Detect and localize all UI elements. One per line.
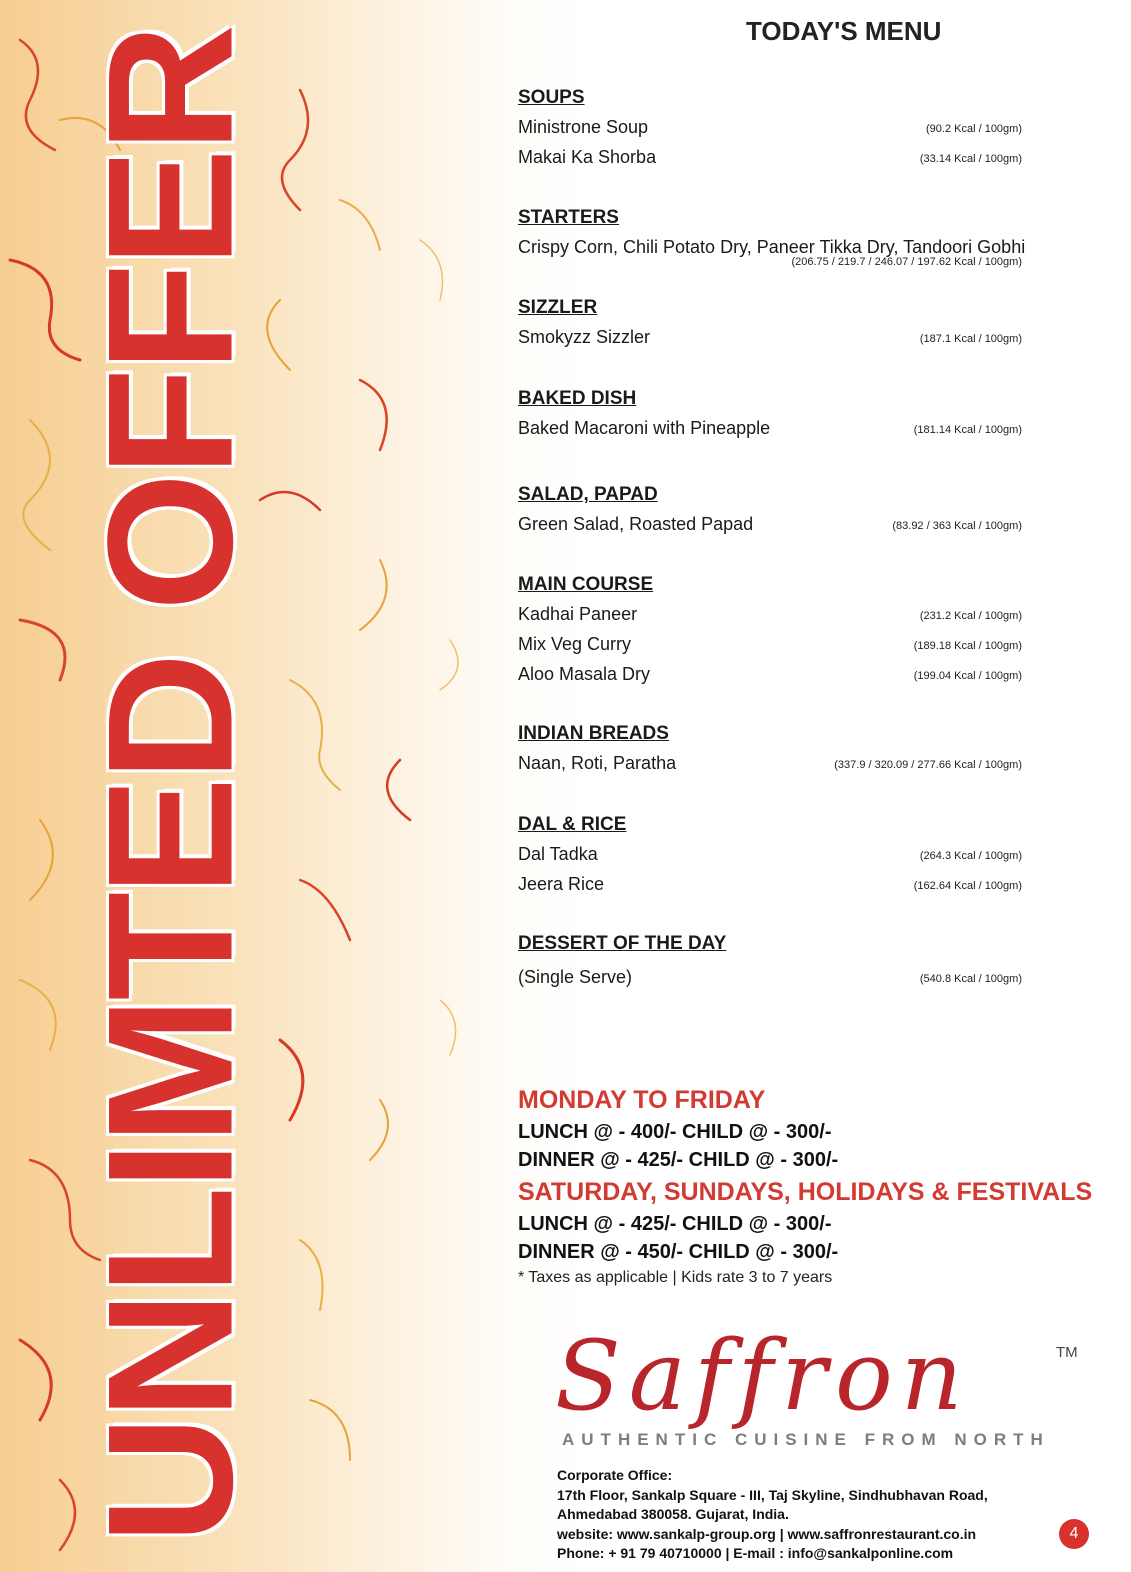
address-line-1: 17th Floor, Sankalp Square - III, Taj Skyline, Sindhubhavan Road, [557, 1486, 988, 1503]
section-dal-rice [518, 811, 1028, 899]
website-line: website: www.sankalp-group.org | www.saffronrestaurant.co.in [557, 1525, 977, 1542]
contact-block [557, 1466, 988, 1564]
item-calories: (337.9 / 320.09 / 277.66 Kcal / 100gm) [834, 759, 1022, 771]
item-name: Kadhai Paneer [518, 604, 638, 624]
weekend-heading: SATURDAY, SUNDAYS, HOLIDAYS & FESTIVALS [518, 1178, 1093, 1206]
item-name: Makai Ka Shorba [518, 147, 657, 167]
section-title: DAL & RICE [518, 814, 627, 835]
item-calories: (162.64 Kcal / 100gm) [913, 880, 1022, 892]
weekday-heading: MONDAY TO FRIDAY [518, 1086, 766, 1114]
menu-title: TODAY'S MENU [746, 16, 942, 46]
menu-item [518, 232, 1028, 262]
item-name: Baked Macaroni with Pineapple [518, 418, 771, 438]
menu-item [518, 112, 1028, 142]
menu-item [518, 322, 1028, 352]
brand-tagline: AUTHENTIC CUISINE FROM NORTH [562, 1430, 1050, 1449]
section-title: INDIAN BREADS [518, 723, 669, 744]
item-calories: (264.3 Kcal / 100gm) [919, 850, 1022, 862]
unlimited-offer-banner: UNLIMTED OFFER [70, 27, 270, 1545]
item-name: Mix Veg Curry [518, 634, 632, 654]
address-line-2: Ahmedabad 380058. Gujarat, India. [557, 1506, 789, 1522]
price-offer [518, 1082, 1092, 1290]
item-calories: (181.14 Kcal / 100gm) [913, 424, 1022, 436]
item-name: Ministrone Soup [518, 117, 649, 137]
item-calories: (83.92 / 363 Kcal / 100gm) [892, 520, 1022, 532]
item-calories: (540.8 Kcal / 100gm) [919, 973, 1022, 985]
section-sizzler [518, 294, 1028, 352]
item-name: Aloo Masala Dry [518, 664, 651, 684]
menu-item [518, 839, 1028, 869]
taxes-note: * Taxes as applicable | Kids rate 3 to 7 years [518, 1269, 833, 1286]
section-starters [518, 204, 1028, 268]
item-name: (Single Serve) [518, 967, 633, 987]
menu-item [518, 509, 1028, 539]
item-calories: (206.75 / 219.7 / 246.07 / 197.62 Kcal / 100gm) [791, 256, 1022, 268]
weekend-dinner-price: DINNER @ - 450/- CHILD @ - 300/- [518, 1241, 839, 1263]
item-calories: (90.2 Kcal / 100gm) [926, 123, 1022, 135]
saffron-logo: Saffron [555, 1320, 971, 1432]
office-label: Corporate Office: [557, 1467, 673, 1483]
section-salad-papad [518, 481, 1028, 539]
page-number-badge: 4 [1059, 1519, 1089, 1549]
trademark-mark: TM [1056, 1344, 1078, 1361]
item-calories: (231.2 Kcal / 100gm) [919, 610, 1022, 622]
section-main-course [518, 571, 1028, 689]
section-title: STARTERS [518, 207, 619, 228]
section-title: BAKED DISH [518, 388, 637, 409]
section-soups [518, 84, 1028, 172]
section-title: SIZZLER [518, 297, 598, 318]
menu-item [518, 413, 1028, 443]
weekday-dinner-price: DINNER @ - 425/- CHILD @ - 300/- [518, 1149, 839, 1171]
item-name: Dal Tadka [518, 844, 598, 864]
weekday-lunch-price: LUNCH @ - 400/- CHILD @ - 300/- [518, 1121, 832, 1143]
section-title: DESSERT OF THE DAY [518, 933, 727, 954]
weekend-lunch-price: LUNCH @ - 425/- CHILD @ - 300/- [518, 1213, 832, 1235]
phone-email-line: Phone: + 91 79 40710000 | E-mail : info@sankalponline.com [557, 1545, 954, 1561]
item-calories: (199.04 Kcal / 100gm) [913, 670, 1022, 682]
item-calories: (187.1 Kcal / 100gm) [919, 333, 1022, 345]
item-name: Green Salad, Roasted Papad [518, 514, 754, 534]
item-name: Smokyzz Sizzler [518, 327, 651, 347]
menu-item [518, 962, 1028, 992]
menu-item [518, 748, 1028, 778]
section-baked-dish [518, 385, 1028, 443]
section-title: MAIN COURSE [518, 574, 654, 595]
item-name: Naan, Roti, Paratha [518, 753, 677, 773]
section-title: SALAD, PAPAD [518, 484, 658, 505]
item-name: Jeera Rice [518, 874, 605, 894]
menu-item [518, 142, 1028, 172]
section-dessert [518, 930, 1028, 992]
menu-item [518, 659, 1028, 689]
item-calories: (189.18 Kcal / 100gm) [913, 640, 1022, 652]
item-name: Crispy Corn, Chili Potato Dry, Paneer Tikka Dry, Tandoori Gobhi [518, 237, 1026, 257]
section-title: SOUPS [518, 87, 585, 108]
menu-item [518, 599, 1028, 629]
section-indian-breads [518, 720, 1028, 778]
menu-item [518, 629, 1028, 659]
item-calories: (33.14 Kcal / 100gm) [919, 153, 1022, 165]
menu-item [518, 869, 1028, 899]
